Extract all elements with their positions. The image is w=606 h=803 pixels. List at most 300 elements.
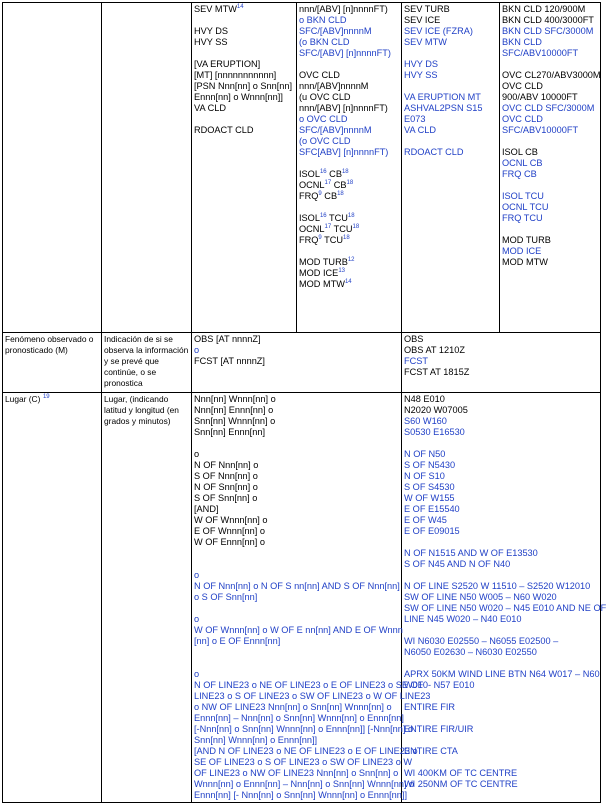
cell-line xyxy=(299,257,399,268)
line-text: S60 W160 xyxy=(404,416,447,426)
spacer xyxy=(502,180,598,191)
cell-line xyxy=(404,471,598,482)
line-text: N OF Nnn[nn] o N OF S nn[nn] AND S OF Nnn[nn] xyxy=(194,581,400,591)
cell-line xyxy=(404,702,598,713)
line-text: BKN CLD 120/900M xyxy=(502,4,586,14)
line-text: OBS [AT nnnnZ] xyxy=(194,334,261,344)
line-text: WI 250NM OF TC CENTRE xyxy=(404,779,518,789)
cell-line xyxy=(194,471,399,482)
cell-line xyxy=(404,526,598,537)
cell-line xyxy=(502,257,598,268)
line-text: Ennn[nn] – Nnn[nn] o Snn[nn] Wnnn[nn] o Ennn[nn] xyxy=(194,713,404,723)
spacer xyxy=(299,202,399,213)
footnote-ref: 9 xyxy=(318,190,322,197)
cell-line xyxy=(299,136,399,147)
cell-line xyxy=(194,680,424,691)
line-text: SFC/ABV10000FT xyxy=(502,125,579,135)
line-text: Nnn[nn] Ennn[nn] o xyxy=(194,405,274,415)
footnote-ref: 18 xyxy=(347,212,355,219)
line-text: APRX 50KM WIND LINE BTN N64 W017 – N60 xyxy=(404,669,600,679)
line-text: OVC CLD xyxy=(299,70,340,80)
cell-line xyxy=(194,416,399,427)
cell-line xyxy=(404,449,598,460)
line-text: o BKN CLD xyxy=(299,15,347,25)
line-text: (o OVC CLD xyxy=(299,136,351,146)
line-text: OCNL TCU xyxy=(502,202,549,212)
cell-line xyxy=(404,680,598,691)
spacer xyxy=(404,658,598,669)
spacer xyxy=(404,570,598,581)
cell-line xyxy=(502,125,598,136)
cell-line xyxy=(404,147,497,158)
cell-line xyxy=(194,724,414,735)
field-description: Indicación de si se observa la información y se prevé que continúe, o se pronostica xyxy=(104,334,189,388)
line-text: SFC/[ABV]nnnnM xyxy=(299,125,372,135)
footnote-ref: 9 xyxy=(318,234,322,241)
line-text: HVY DS xyxy=(404,59,439,69)
line-text: BKN CLD 400/3000FT xyxy=(502,15,594,25)
line-text: (u OVC CLD xyxy=(299,92,351,102)
line-text: TCU xyxy=(326,213,348,223)
footnote-ref: 16 xyxy=(319,212,327,219)
line-text: S OF N45 AND N OF N40 xyxy=(404,559,511,569)
cell-line xyxy=(502,26,598,37)
cell-line xyxy=(502,246,598,257)
cell-line xyxy=(299,92,399,103)
cell-line xyxy=(194,779,415,790)
cell-line xyxy=(299,279,399,290)
spacer xyxy=(194,114,294,125)
line-text: FCST AT 1815Z xyxy=(404,367,470,377)
line-text: Wnnn[nn] o Ennn[nn] – Nnn[nn] o Snn[nn] Wnnn[nn] o xyxy=(194,779,415,789)
cell-line xyxy=(299,235,399,246)
line-text: FCST [AT nnnnZ] xyxy=(194,356,265,366)
line-text: E OF W45 xyxy=(404,515,447,525)
cell-line xyxy=(299,114,399,125)
cell-line xyxy=(194,515,399,526)
line-text: W OF Wnnn[nn] o W OF E nn[nn] AND E OF Wnnn xyxy=(194,625,403,635)
field-description: Lugar, (indicando latitud y longitud (en grados y minutos) xyxy=(104,394,179,426)
row2-col5 xyxy=(402,333,601,393)
line-text: [AND N OF LINE23 o NE OF LINE23 o E OF LINE23 o xyxy=(194,746,418,756)
row3-col2 xyxy=(102,393,192,803)
row2-col3 xyxy=(192,333,402,393)
line-text: LINE23 o S OF LINE23 o SW OF LINE23 o W OF LINE23 xyxy=(194,691,431,701)
spacer xyxy=(194,548,399,559)
line-text: [AND] xyxy=(194,504,219,514)
line-text: OF LINE23 o NW OF LINE23 Nnn[nn] o Snn[nn] o xyxy=(194,768,399,778)
row3-col5 xyxy=(402,393,606,803)
line-text: SE OF LINE23 o S OF LINE23 o SW OF LINE23 o W xyxy=(194,757,413,767)
line-text: Snn[nn] Wnnn[nn] o Ennn[nn]] xyxy=(194,735,318,745)
line-text: TCU xyxy=(321,235,344,245)
spacer xyxy=(404,81,497,92)
line-text: SFC/ABV10000FT xyxy=(502,48,579,58)
line-text: o OVC CLD xyxy=(299,114,348,124)
line-text: SFC[ABV] [n]nnnnFT) xyxy=(299,147,389,157)
cell-line xyxy=(404,779,598,790)
spacer xyxy=(404,713,598,724)
table-row xyxy=(3,393,601,803)
cell-line xyxy=(194,460,399,471)
row1-col6 xyxy=(500,3,601,333)
cell-line xyxy=(194,768,399,779)
cell-line xyxy=(404,394,598,405)
line-text: Snn[nn] Wnnn[nn] o xyxy=(194,416,276,426)
line-text: Ennn[nn] [- Nnn[nn] o Snn[nn] Wnnn[nn] o Ennn[nn]] xyxy=(194,790,407,800)
cell-line xyxy=(194,713,404,724)
row1-col3 xyxy=(192,3,297,333)
spacer xyxy=(404,691,598,702)
line-text: [VA ERUPTION] xyxy=(194,59,261,69)
cell-line xyxy=(404,405,598,416)
line-text: BKN CLD SFC/3000M xyxy=(502,26,594,36)
footnote-ref: 14 xyxy=(344,278,352,285)
line-text: OCNL xyxy=(299,224,325,234)
spacer xyxy=(299,158,399,169)
cell-line xyxy=(194,4,294,15)
line-text: MOD TURB xyxy=(299,257,348,267)
cell-line xyxy=(404,460,598,471)
cell-line xyxy=(299,37,399,48)
spacer xyxy=(194,15,294,26)
line-text: N OF S10 xyxy=(404,471,445,481)
line-text: FRQ xyxy=(299,235,319,245)
line-text: nnn/[ABV] [n]nnnnFT) xyxy=(299,103,388,113)
cell-line xyxy=(299,268,399,279)
line-text: S OF N5430 xyxy=(404,460,456,470)
cell-line xyxy=(404,592,598,603)
spacer xyxy=(404,48,497,59)
footnote-ref: 18 xyxy=(346,179,354,186)
line-text: N OF LINE S2520 W 11510 – S2520 W12010 xyxy=(404,581,591,591)
line-text: OCNL xyxy=(299,180,325,190)
line-text: SW OF LINE N50 W005 – N60 W020 xyxy=(404,592,557,602)
line-text: OVC CLD SFC/3000M xyxy=(502,103,595,113)
cell-line xyxy=(299,48,399,59)
line-text: W010- N57 E010 xyxy=(404,680,475,690)
cell-line xyxy=(194,691,431,702)
cell-line xyxy=(194,356,399,367)
line-text: ENTIRE CTA xyxy=(404,746,458,756)
cell-line xyxy=(194,790,407,801)
cell-line xyxy=(404,26,497,37)
line-text: FCST xyxy=(404,356,428,366)
line-text: OBS AT 1210Z xyxy=(404,345,465,355)
line-text: N2020 W07005 xyxy=(404,405,468,415)
line-text: Ennn[nn] o Wnnn[nn]] xyxy=(194,92,283,102)
row1-col2 xyxy=(102,3,192,333)
cell-line xyxy=(299,147,399,158)
line-text: CB xyxy=(331,180,347,190)
spacer xyxy=(404,537,598,548)
cell-line xyxy=(299,213,399,224)
line-text: CB xyxy=(326,169,342,179)
line-text: SFC/[ABV] [n]nnnnFT) xyxy=(299,48,391,58)
spacer xyxy=(502,59,598,70)
cell-line xyxy=(194,26,294,37)
footnote-ref: 16 xyxy=(319,168,327,175)
cell-line xyxy=(194,345,399,356)
line-text: VA CLD xyxy=(194,103,226,113)
cell-line xyxy=(502,4,598,15)
cell-line xyxy=(194,92,294,103)
line-text: BKN CLD xyxy=(502,37,542,47)
cell-line xyxy=(299,70,399,81)
spacer xyxy=(404,438,598,449)
line-text: SEV TURB xyxy=(404,4,450,14)
line-text: N OF LINE23 o NE OF LINE23 o E OF LINE23 o SE OF xyxy=(194,680,424,690)
line-text: VA CLD xyxy=(404,125,436,135)
line-text: ISOL CB xyxy=(502,147,538,157)
cell-line xyxy=(502,213,598,224)
cell-line xyxy=(502,191,598,202)
line-text: ISOL xyxy=(299,169,320,179)
cell-line xyxy=(502,70,601,81)
cell-line xyxy=(404,15,497,26)
line-text: TCU xyxy=(331,224,353,234)
line-text: ISOL xyxy=(299,213,320,223)
spacer xyxy=(404,757,598,768)
line-text: o xyxy=(194,570,200,580)
line-text: SFC/[ABV]nnnnM xyxy=(299,26,372,36)
cell-line xyxy=(502,92,598,103)
cell-line xyxy=(502,169,598,180)
cell-line xyxy=(404,4,497,15)
line-text: HVY DS xyxy=(194,26,229,36)
cell-line xyxy=(404,548,598,559)
cell-line xyxy=(299,4,399,15)
cell-line xyxy=(299,191,399,202)
line-text: SEV MTW xyxy=(404,37,447,47)
line-text: OBS xyxy=(404,334,424,344)
line-text: MOD ICE xyxy=(299,268,339,278)
line-text: ENTIRE FIR/UIR xyxy=(404,724,474,734)
line-text: HVY SS xyxy=(194,37,228,47)
cell-line xyxy=(502,158,598,169)
line-text: o xyxy=(194,345,200,355)
line-text: E OF E15540 xyxy=(404,504,460,514)
cell-line xyxy=(404,636,598,647)
spacer xyxy=(194,559,399,570)
line-text: WI N6030 E02550 – N6055 E02500 – xyxy=(404,636,559,646)
cell-line xyxy=(299,26,399,37)
spacer xyxy=(194,438,399,449)
line-text: N48 E010 xyxy=(404,394,445,404)
cell-line xyxy=(404,92,497,103)
line-text: N OF N50 xyxy=(404,449,446,459)
row1-col1 xyxy=(3,3,102,333)
spacer xyxy=(194,603,399,614)
cell-line xyxy=(299,224,399,235)
cell-line xyxy=(194,746,418,757)
line-text: S OF S4530 xyxy=(404,482,455,492)
spacer xyxy=(194,658,399,669)
line-text: [MT] [nnnnnnnnnnn] xyxy=(194,70,277,80)
line-text: o xyxy=(194,614,200,624)
cell-line xyxy=(194,394,399,405)
line-text: (o BKN CLD xyxy=(299,37,350,47)
metadata-table xyxy=(2,2,606,803)
footnote-ref: 18 xyxy=(341,168,349,175)
table-row xyxy=(3,333,601,393)
line-text: W OF Wnnn[nn] o xyxy=(194,515,268,525)
line-text: S OF Nnn[nn] o xyxy=(194,471,258,481)
cell-line xyxy=(404,647,598,658)
line-text: ENTIRE FIR xyxy=(404,702,456,712)
line-text: OVC CLD xyxy=(502,114,543,124)
line-text: N OF N1515 AND W OF E13530 xyxy=(404,548,538,558)
line-text: HVY SS xyxy=(404,70,438,80)
spacer xyxy=(299,246,399,257)
cell-line xyxy=(194,493,399,504)
line-text: E073 xyxy=(404,114,426,124)
line-text: MOD TURB xyxy=(502,235,551,245)
line-text: N OF Nnn[nn] o xyxy=(194,460,259,470)
table-row xyxy=(3,3,601,333)
line-text: S OF Snn[nn] o xyxy=(194,493,258,503)
line-text: o NW OF LINE23 Nnn[nn] o Snn[nn] Wnnn[nn] o xyxy=(194,702,392,712)
line-text: nnn/[ABV]nnnnM xyxy=(299,81,369,91)
cell-line xyxy=(502,235,598,246)
cell-line xyxy=(194,449,399,460)
footnote-ref: 14 xyxy=(236,3,244,10)
spacer xyxy=(404,735,598,746)
cell-line xyxy=(194,614,399,625)
spacer xyxy=(404,136,497,147)
cell-line xyxy=(194,482,399,493)
cell-line xyxy=(194,537,399,548)
line-text: FRQ xyxy=(299,191,319,201)
line-text: RDOACT CLD xyxy=(404,147,464,157)
line-text: SEV ICE (FZRA) xyxy=(404,26,473,36)
spacer xyxy=(502,136,598,147)
line-text: OCNL CB xyxy=(502,158,543,168)
footnote-ref: 18 xyxy=(343,234,350,241)
line-text: N OF Snn[nn] o xyxy=(194,482,258,492)
cell-line xyxy=(299,180,399,191)
cell-line xyxy=(194,427,399,438)
line-text: WI 400KM OF TC CENTRE xyxy=(404,768,518,778)
line-text: VA ERUPTION MT xyxy=(404,92,481,102)
line-text: FRQ CB xyxy=(502,169,537,179)
spacer xyxy=(194,48,294,59)
cell-line xyxy=(194,59,294,70)
cell-line xyxy=(502,202,598,213)
cell-line xyxy=(502,114,598,125)
footnote-ref: 13 xyxy=(338,267,345,274)
field-name: Fenómeno observado o pronosticado (M) xyxy=(5,334,94,355)
cell-line xyxy=(404,724,598,735)
cell-line xyxy=(194,625,403,636)
cell-line xyxy=(404,37,497,48)
cell-line xyxy=(404,345,598,356)
cell-line xyxy=(404,59,497,70)
cell-line xyxy=(194,702,399,713)
footnote-ref: 17 xyxy=(324,223,332,230)
cell-line xyxy=(404,114,497,125)
cell-line xyxy=(194,405,399,416)
cell-line xyxy=(194,81,294,92)
cell-line xyxy=(299,169,399,180)
footnote-ref: 17 xyxy=(324,179,332,186)
line-text: [nn] o E OF Ennn[nn] xyxy=(194,636,281,646)
spacer xyxy=(502,224,598,235)
line-text: W OF Ennn[nn] o xyxy=(194,537,265,547)
footnote-ref: 18 xyxy=(337,190,344,197)
line-text: nnn/[ABV] [n]nnnnFT) xyxy=(299,4,388,14)
spacer xyxy=(299,59,399,70)
cell-line xyxy=(404,356,598,367)
cell-line xyxy=(404,416,598,427)
cell-line xyxy=(404,746,598,757)
line-text: Snn[nn] Ennn[nn] xyxy=(194,427,266,437)
cell-line xyxy=(404,334,598,345)
cell-line xyxy=(404,614,598,625)
line-text: RDOACT CLD xyxy=(194,125,254,135)
cell-line xyxy=(404,768,598,779)
cell-line xyxy=(194,125,294,136)
cell-line xyxy=(194,570,399,581)
cell-line xyxy=(194,592,399,603)
line-text: MOD MTW xyxy=(502,257,548,267)
line-text: MOD ICE xyxy=(502,246,542,256)
line-text: FRQ TCU xyxy=(502,213,543,223)
line-text: o xyxy=(194,449,200,459)
cell-line xyxy=(194,735,399,746)
line-text: SW OF LINE N50 W020 – N45 E010 AND NE OF xyxy=(404,603,606,613)
cell-line xyxy=(404,559,598,570)
line-text: OVC CLD xyxy=(502,81,543,91)
field-name: Lugar (C) xyxy=(5,394,41,404)
footnote-ref: 19 xyxy=(42,393,50,400)
cell-line xyxy=(404,103,497,114)
line-text: o xyxy=(194,669,200,679)
cell-line xyxy=(404,125,497,136)
line-text: MOD MTW xyxy=(299,279,345,289)
cell-line xyxy=(404,427,598,438)
cell-line xyxy=(299,81,399,92)
cell-line xyxy=(502,15,598,26)
cell-line xyxy=(502,81,598,92)
spacer xyxy=(194,647,399,658)
line-text: 900/ABV 10000FT xyxy=(502,92,578,102)
line-text: SEV ICE xyxy=(404,15,441,25)
row2-col1 xyxy=(3,333,102,393)
cell-line xyxy=(404,515,598,526)
row3-col1 xyxy=(3,393,102,803)
cell-line xyxy=(194,103,294,114)
cell-line xyxy=(502,48,598,59)
line-text: SEV MTW xyxy=(194,4,237,14)
cell-line xyxy=(502,147,598,158)
line-text: S0530 E16530 xyxy=(404,427,465,437)
cell-line xyxy=(404,504,598,515)
line-text: N6050 E02630 – N6030 E02550 xyxy=(404,647,537,657)
line-text: W OF W155 xyxy=(404,493,455,503)
cell-line xyxy=(194,636,399,647)
cell-line xyxy=(404,493,598,504)
cell-line xyxy=(299,15,399,26)
cell-line xyxy=(404,482,598,493)
spacer xyxy=(404,625,598,636)
cell-line xyxy=(404,603,606,614)
line-text: CB xyxy=(321,191,338,201)
line-text: Nnn[nn] Wnnn[nn] o xyxy=(194,394,276,404)
line-text: OVC CL270/ABV3000M xyxy=(502,70,601,80)
line-text: [PSN Nnn[nn] o Snn[nn] xyxy=(194,81,293,91)
row1-col4 xyxy=(297,3,402,333)
